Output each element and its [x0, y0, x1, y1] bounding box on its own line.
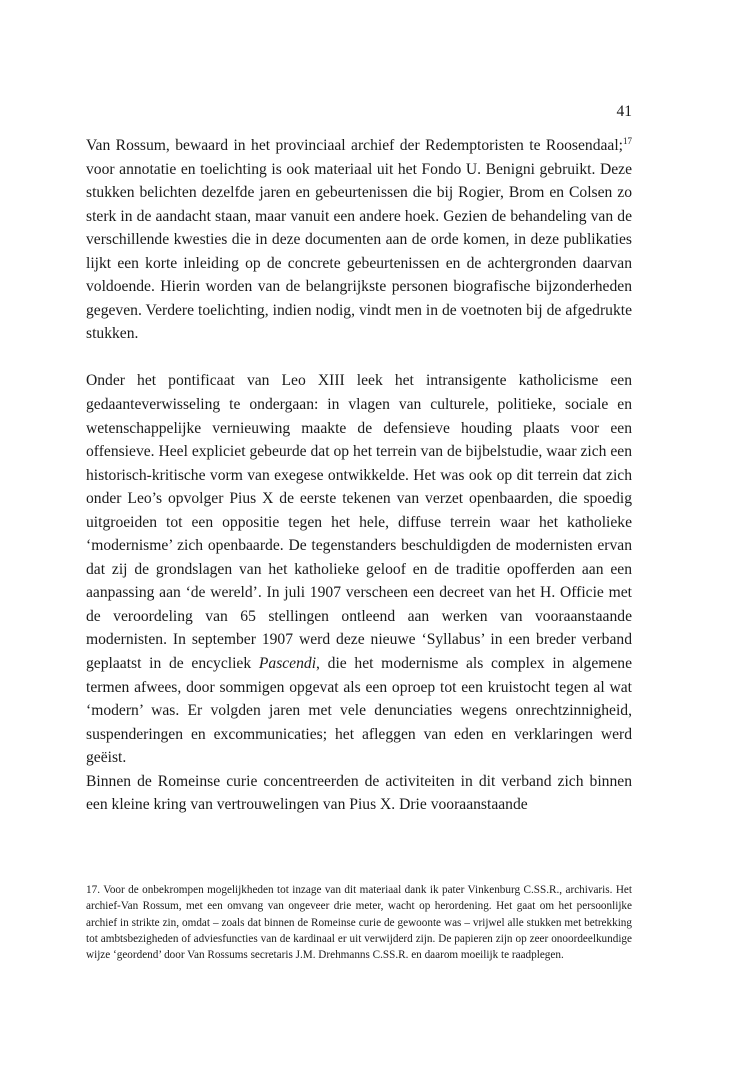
paragraph-text: , die het modernisme als complex in algemene termen afwees, door sommigen opgevat als een oproep tot een kruistocht tegen al wat ‘modern’ was. Er volgden jaren met vele denunciaties wegens onrechtzinnigheid, suspenderingen en excommunicaties; het afleggen van eden en verklaringen werd geëist. — [86, 654, 633, 767]
paragraph — [86, 770, 632, 817]
paragraph — [86, 369, 632, 769]
footnote: 17. Voor de onbekrompen mogelijkheden tot inzage van dit materiaal dank ik pater Vinkenburg C.SS.R., archivaris. Het archief-Van Rossum, met een omvang van ongeveer drie meter, wacht op herordening. Het gaat om het persoonlijke archief in strikte zin, omdat – zoals dat binnen de Romeinse curie de gewoonte was – vrijwel alle stukken met betrekking tot ambtsbezigheden of adviesfuncties van de kardinaal er uit verwijderd zijn. De papieren zijn op zeer onoordeelkundige wijze ‘geordend’ door Van Rossums secretaris J.M. Drehmanns C.SS.R. en daarom moeilijk te raadplegen. — [86, 884, 632, 962]
paragraph-text: Onder het pontificaat van Leo XIII leek het intransigente katholicisme een gedaanteverwisseling te ondergaan: in vlagen van culturele, politieke, sociale en wetenschappelijke vernieuwing maakte de defensieve houding plaats voor een offensieve. Heel expliciet gebeurde dat op het terrein van de bijbelstudie, waar zich een historisch-kritische vorm van exegese ontwikkelde. Het was ook op dit terrein dat zich onder Leo’s opvolger Pius X de eerste tekenen van verzet openbaarden, die spoedig uitgroeiden tot een oppositie tegen het hele, diffuse terrein waar het katholieke ‘modernisme’ zich openbaarde. De tegenstanders beschuldigden de modernisten ervan dat zij de grondslagen van het katholieke geloof en de traditie opofferden aan een aanpassing aan ‘de wereld’. In juli 1907 verscheen een decreet van het H. Officie met de veroordeling van 65 stellingen ontleend aan werken van vooraanstaande modernisten. In september 1907 werd deze nieuwe ‘Syllabus’ in een breder verband geplaatst in de encycliek — [86, 372, 632, 672]
page-number: 41 — [616, 103, 632, 120]
footnote-reference[interactable]: 17 — [623, 136, 632, 146]
paragraph — [86, 134, 632, 346]
paragraph-text: Binnen de Romeinse curie concentreerden de activiteiten in dit verband zich binnen een kleine kring van vertrouwelingen van Pius X. Drie vooraanstaande — [86, 772, 632, 814]
paragraph-text: Van Rossum, bewaard in het provinciaal archief der Redemptoristen te Roosendaal; — [86, 137, 623, 154]
italic-title: Pascendi — [258, 654, 317, 672]
paragraph-text: voor annotatie en toelichting is ook materiaal uit het Fondo U. Benigni gebruikt. Deze stukken belichten dezelfde jaren en gebeurtenissen die bij Rogier, Brom en Colsen zo sterk in de aandacht staan, maar vanuit een andere hoek. Gezien de behandeling van de verschillende kwesties die in deze documenten aan de orde komen, in deze publikaties lijkt een korte inleiding op de concrete gebeurtenissen en de achtergronden daarvan voldoende. Hierin worden van de belangrijkste personen biografische bijzonderheden gegeven. Verdere toelichting, indien nodig, vindt men in de voetnoten bij de afgedrukte stukken. — [86, 160, 632, 343]
main-text — [86, 134, 632, 817]
footnotes — [86, 882, 632, 963]
